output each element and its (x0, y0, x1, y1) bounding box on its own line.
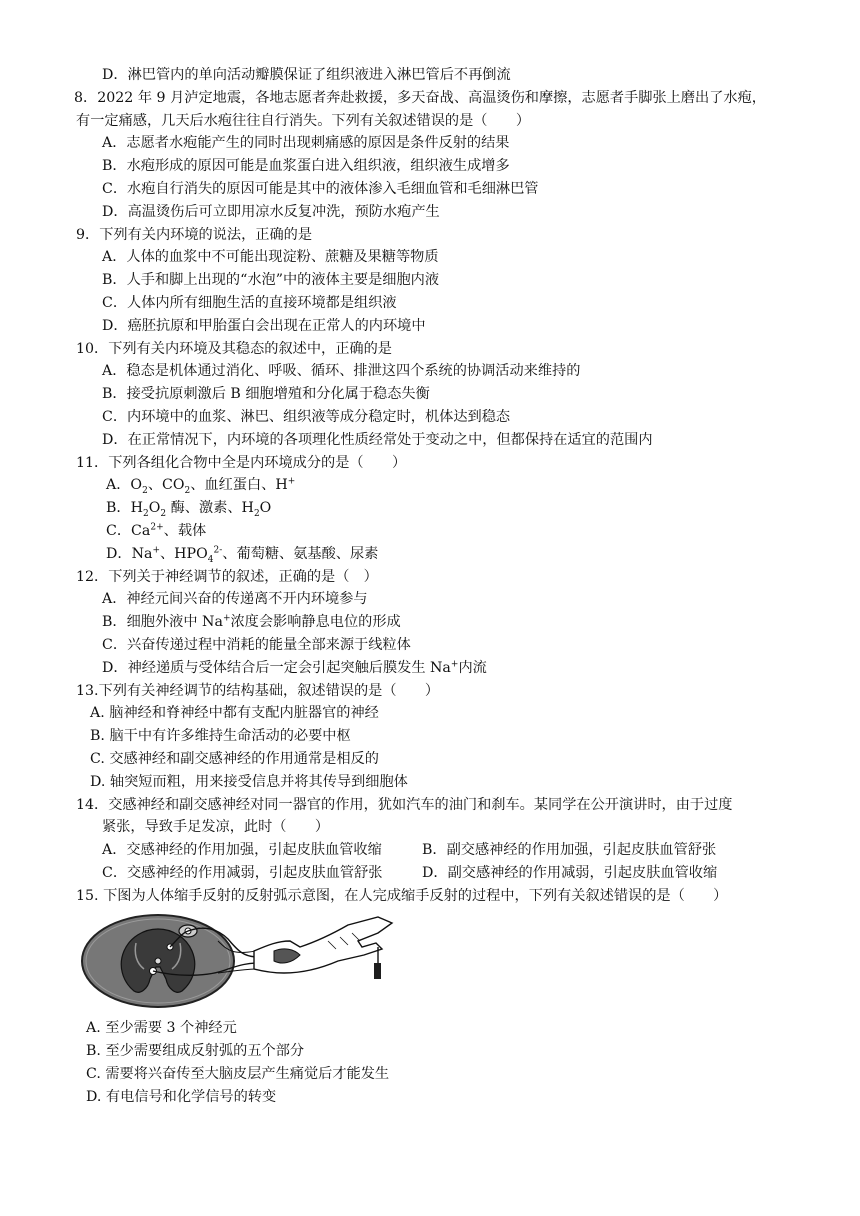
q14-stem-line2: 紧张，导致手足发凉，此时（ ） (102, 819, 330, 836)
q9-option-b: B．人手和脚上出现的“水泡”中的液体主要是细胞内液 (102, 272, 440, 289)
q14-options-row2 (76, 862, 792, 885)
q14-option-c: C．交感神经的作用减弱，引起皮肤血管舒张 (102, 864, 383, 881)
q13-option-a: A. 脑神经和脊神经中都有支配内脏器官的神经 (90, 705, 379, 722)
q12-d-text2: 内流 (458, 659, 487, 676)
q10-option-a: A．稳态是机体通过消化、呼吸、循环、排泄这四个系统的协调活动来维持的 (102, 363, 581, 380)
q11-d-text2: 、HPO (159, 545, 208, 562)
q14-options-row1 (76, 839, 792, 862)
q12-option-b (76, 611, 792, 634)
q11-d-sup2: 2- (213, 545, 223, 555)
q12-d-text1: D．神经递质与受体结合后一定会引起突触后膜发生 Na (102, 659, 451, 676)
q11-b-sub2: 2 (160, 508, 167, 519)
q11-option-c (76, 520, 792, 543)
exam-page (76, 64, 792, 1109)
q11-a-text2: 、CO (147, 477, 185, 494)
q13-option-c: C. 交感神经和副交感神经的作用通常是相反的 (90, 750, 379, 767)
reflex-arc-figure (76, 911, 792, 1015)
q11-option-d (76, 543, 792, 566)
q11-b-sub3: 2 (253, 508, 260, 519)
q11-b-text2: O (148, 500, 161, 517)
q11-a-sub1: 2 (142, 486, 148, 497)
q11-b-sub1: 2 (143, 508, 149, 519)
q10-option-d: D．在正常情况下，内环境的各项理化性质经常处于变动之中，但都保持在适宜的范围内 (102, 431, 653, 448)
q11-b-text4: O (259, 500, 272, 517)
q15-stem: 15. 下图为人体缩手反射的反射弧示意图，在人完成缩手反射的过程中，下列有关叙述错误的是（ ） (76, 887, 728, 904)
q11-option-b (76, 497, 792, 520)
q12-option-c: C．兴奋传递过程中消耗的能量全部来源于线粒体 (102, 636, 411, 653)
q12-d-sup: + (450, 658, 459, 669)
q11-a-text3: 、血红蛋白、H (190, 477, 288, 494)
q11-b-text1: B．H (106, 500, 143, 517)
q15-option-b: B. 至少需要组成反射弧的五个部分 (86, 1043, 305, 1060)
q12-b-text2: 浓度会影响静息电位的形成 (230, 614, 401, 631)
stimulus-object (374, 963, 381, 979)
q9-option-c: C．人体内所有细胞生活的直接环境都是组织液 (102, 294, 397, 311)
q13-stem: 13.下列有关神经调节的结构基础，叙述错误的是（ ） (76, 682, 440, 699)
q12-b-text1: B．细胞外液中 Na (102, 614, 223, 631)
q11-d-text3: 、葡萄糖、氨基酸、尿素 (222, 545, 379, 562)
central-canal (155, 958, 161, 964)
q8-stem-line1: 8．2022 年 9 月泸定地震，各地志愿者奔赴救援，多天奋战、高温烫伤和摩擦，志愿者手脚张上磨出了水疱， (74, 89, 766, 106)
q11-a-sub2: 2 (184, 486, 191, 497)
q11-d-sup1: + (152, 545, 160, 555)
q14-option-a: A．交感神经的作用加强，引起皮肤血管收缩 (102, 842, 382, 859)
q14-option-b: B．副交感神经的作用加强，引起皮肤血管舒张 (422, 842, 717, 859)
q8-stem-line2: 有一定痛感，几天后水疱往往自行消失。下列有关叙述错误的是（ ） (76, 112, 531, 129)
q8-option-c: C．水疱自行消失的原因可能是其中的液体渗入毛细血管和毛细淋巴管 (102, 180, 539, 197)
q10-option-c: C．内环境中的血浆、淋巴、组织液等成分稳定时，机体达到稳态 (102, 408, 511, 425)
arm-outline (254, 917, 392, 973)
q8-option-a: A．志愿者水疱能产生的同时出现刺痛感的原因是条件反射的结果 (102, 135, 510, 152)
q11-d-sub: 4 (207, 554, 214, 565)
reflex-arc-diagram (78, 911, 398, 1015)
q11-a-sup: + (287, 476, 296, 487)
q11-stem: 11．下列各组化合物中全是内环境成分的是（ ） (76, 454, 407, 471)
q8-option-d: D．高温烫伤后可立即用凉水反复冲洗，预防水疱产生 (102, 203, 440, 220)
q10-stem: 10．下列有关内环境及其稳态的叙述中，正确的是 (76, 340, 392, 357)
q11-option-a (76, 474, 792, 497)
q14-stem-line1: 14．交感神经和副交感神经对同一器官的作用，犹如汽车的油门和刹车。某同学在公开演讲时，由于过度 (76, 796, 733, 813)
q8-option-b: B．水疱形成的原因可能是血浆蛋白进入组织液，组织液生成增多 (102, 158, 510, 175)
q12-b-sup: + (222, 613, 231, 624)
q12-option-a: A．神经元间兴奋的传递离不开内环境参与 (102, 591, 368, 608)
q11-a-text1: A．O (106, 477, 143, 494)
q12-stem: 12．下列关于神经调节的叙述，正确的是（ ） (76, 568, 378, 585)
q15-option-a: A. 至少需要 3 个神经元 (86, 1020, 237, 1037)
q11-c-sup: 2+ (150, 522, 164, 533)
q11-c-text2: 、载体 (163, 522, 207, 539)
q15-option-c: C. 需要将兴奋传至大脑皮层产生痛觉后才能发生 (86, 1066, 390, 1083)
q12-option-d (76, 657, 792, 680)
q11-d-text1: D．Na (106, 545, 153, 562)
q9-stem: 9．下列有关内环境的说法，正确的是 (76, 226, 313, 243)
q14-option-d: D．副交感神经的作用减弱，引起皮肤血管收缩 (422, 864, 718, 881)
q11-b-text3: 酶、激素、H (166, 500, 254, 517)
q15-option-d: D. 有电信号和化学信号的转变 (86, 1088, 277, 1105)
q13-option-d: D. 轴突短而粗，用来接受信息并将其传导到细胞体 (90, 773, 408, 790)
q10-option-b: B．接受抗原刺激后 B 细胞增殖和分化属于稳态失衡 (102, 386, 430, 403)
q11-c-text1: C．Ca (106, 522, 151, 539)
q7-option-d: D．淋巴管内的单向活动瓣膜保证了组织液进入淋巴管后不再倒流 (102, 67, 511, 83)
q9-option-d: D．癌胚抗原和甲胎蛋白会出现在正常人的内环境中 (102, 317, 426, 334)
q9-option-a: A．人体的血浆中不可能出现淀粉、蔗糖及果糖等物质 (102, 249, 439, 266)
q13-option-b: B. 脑干中有许多维持生命活动的必要中枢 (90, 728, 351, 745)
